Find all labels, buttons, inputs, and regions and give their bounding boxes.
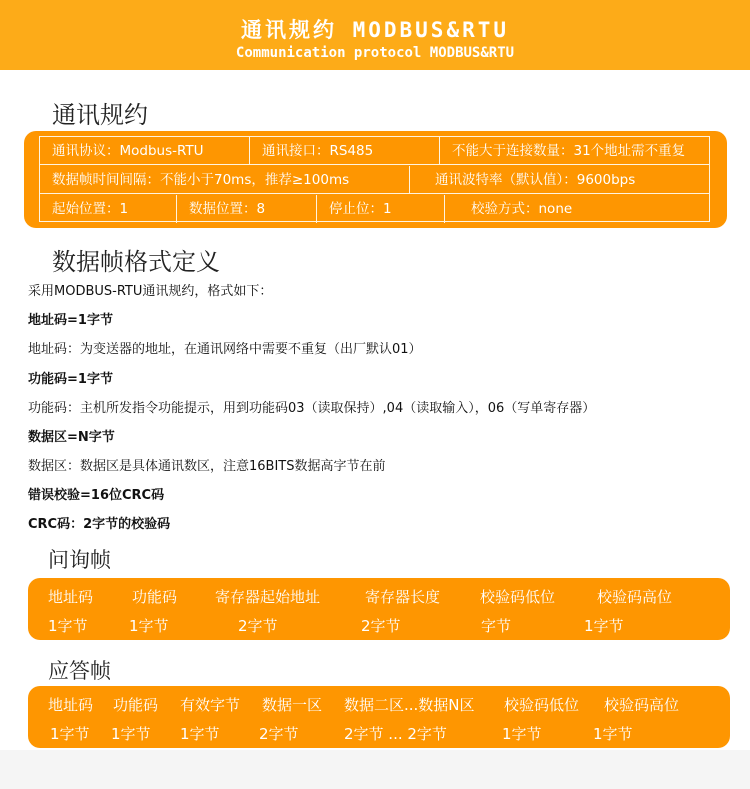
spec-cell: 通讯接口：RS485 bbox=[250, 137, 440, 165]
protocol-spec-table bbox=[39, 136, 710, 222]
response-header-cell: 有效字节 bbox=[180, 696, 241, 714]
bottom-strip bbox=[0, 750, 750, 789]
query-header-cell: 校验码高位 bbox=[597, 588, 673, 606]
spec-cell: 不能大于连接数量：31个地址需不重复 bbox=[452, 143, 686, 159]
section-title-frame-format: 数据帧格式定义 bbox=[52, 248, 220, 276]
response-header-cell: 校验码高位 bbox=[604, 696, 680, 714]
query-value-cell: 1字节 bbox=[129, 617, 169, 635]
spec-cell: 停止位：1 bbox=[317, 195, 445, 223]
data-area-size: 数据区=N字节 bbox=[28, 430, 115, 445]
response-header-cell: 数据二区...数据N区 bbox=[344, 696, 475, 714]
response-value-cell: 1字节 bbox=[111, 725, 151, 743]
spec-cell: 起始位置：1 bbox=[40, 195, 177, 223]
query-header-cell: 功能码 bbox=[132, 588, 178, 606]
address-code-desc: 地址码：为变送器的地址，在通讯网络中需要不重复（出厂默认01） bbox=[28, 342, 422, 357]
banner-title-cn: 通讯规约 MODBUS&RTU bbox=[240, 18, 510, 42]
spec-row bbox=[40, 195, 709, 223]
query-header-cell: 寄存器起始地址 bbox=[215, 588, 321, 606]
function-code-desc: 功能码：主机所发指令功能提示，用到功能码03（读取保持）,04（读取输入），06（写单寄存器） bbox=[28, 401, 596, 416]
response-value-cell: 2字节 bbox=[259, 725, 299, 743]
query-header-cell: 地址码 bbox=[48, 588, 94, 606]
response-value-cell: 1字节 bbox=[593, 725, 633, 743]
spec-cell: 校验方式：none bbox=[471, 201, 573, 217]
query-value-cell: 2字节 bbox=[238, 617, 278, 635]
spec-cell: 数据帧时间间隔：不能小于70ms，推荐≥100ms bbox=[40, 166, 410, 194]
response-header-cell: 功能码 bbox=[113, 696, 159, 714]
section-title-response: 应答帧 bbox=[48, 659, 111, 683]
response-value-cell: 1字节 bbox=[502, 725, 542, 743]
spec-cell: 数据位置：8 bbox=[177, 195, 317, 223]
section-title-protocol: 通讯规约 bbox=[52, 101, 148, 129]
spec-cell: 通讯波特率（默认值）：9600bps bbox=[435, 172, 636, 188]
query-frame-box bbox=[28, 578, 730, 640]
response-header-cell: 数据一区 bbox=[262, 696, 323, 714]
address-code-size: 地址码=1字节 bbox=[28, 313, 113, 328]
query-value-cell: 1字节 bbox=[48, 617, 88, 635]
response-value-cell: 2字节 ... 2字节 bbox=[344, 725, 447, 743]
crc-code-desc: CRC码：2字节的校验码 bbox=[28, 517, 171, 532]
protocol-spec-box bbox=[24, 131, 727, 228]
format-intro: 采用MODBUS-RTU通讯规约，格式如下： bbox=[28, 284, 273, 299]
error-check-size: 错误校验=16位CRC码 bbox=[28, 488, 165, 503]
query-value-cell: 2字节 bbox=[361, 617, 401, 635]
response-value-cell: 1字节 bbox=[180, 725, 220, 743]
section-title-query: 问询帧 bbox=[48, 548, 111, 572]
query-value-cell: 字节 bbox=[481, 617, 512, 635]
data-area-desc: 数据区：数据区是具体通讯数区，注意16BITS数据高字节在前 bbox=[28, 459, 386, 474]
response-value-cell: 1字节 bbox=[50, 725, 90, 743]
response-header-cell: 地址码 bbox=[48, 696, 94, 714]
spec-row bbox=[40, 137, 709, 165]
header-banner bbox=[0, 0, 750, 70]
query-header-cell: 寄存器长度 bbox=[365, 588, 441, 606]
spec-cell: 通讯协议：Modbus-RTU bbox=[40, 137, 250, 165]
banner-title-en: Communication protocol MODBUS&RTU bbox=[235, 45, 515, 61]
response-header-cell: 校验码低位 bbox=[504, 696, 580, 714]
response-frame-box bbox=[28, 686, 730, 748]
spec-row bbox=[40, 166, 709, 194]
query-header-cell: 校验码低位 bbox=[480, 588, 556, 606]
function-code-size: 功能码=1字节 bbox=[28, 372, 113, 387]
query-value-cell: 1字节 bbox=[584, 617, 624, 635]
